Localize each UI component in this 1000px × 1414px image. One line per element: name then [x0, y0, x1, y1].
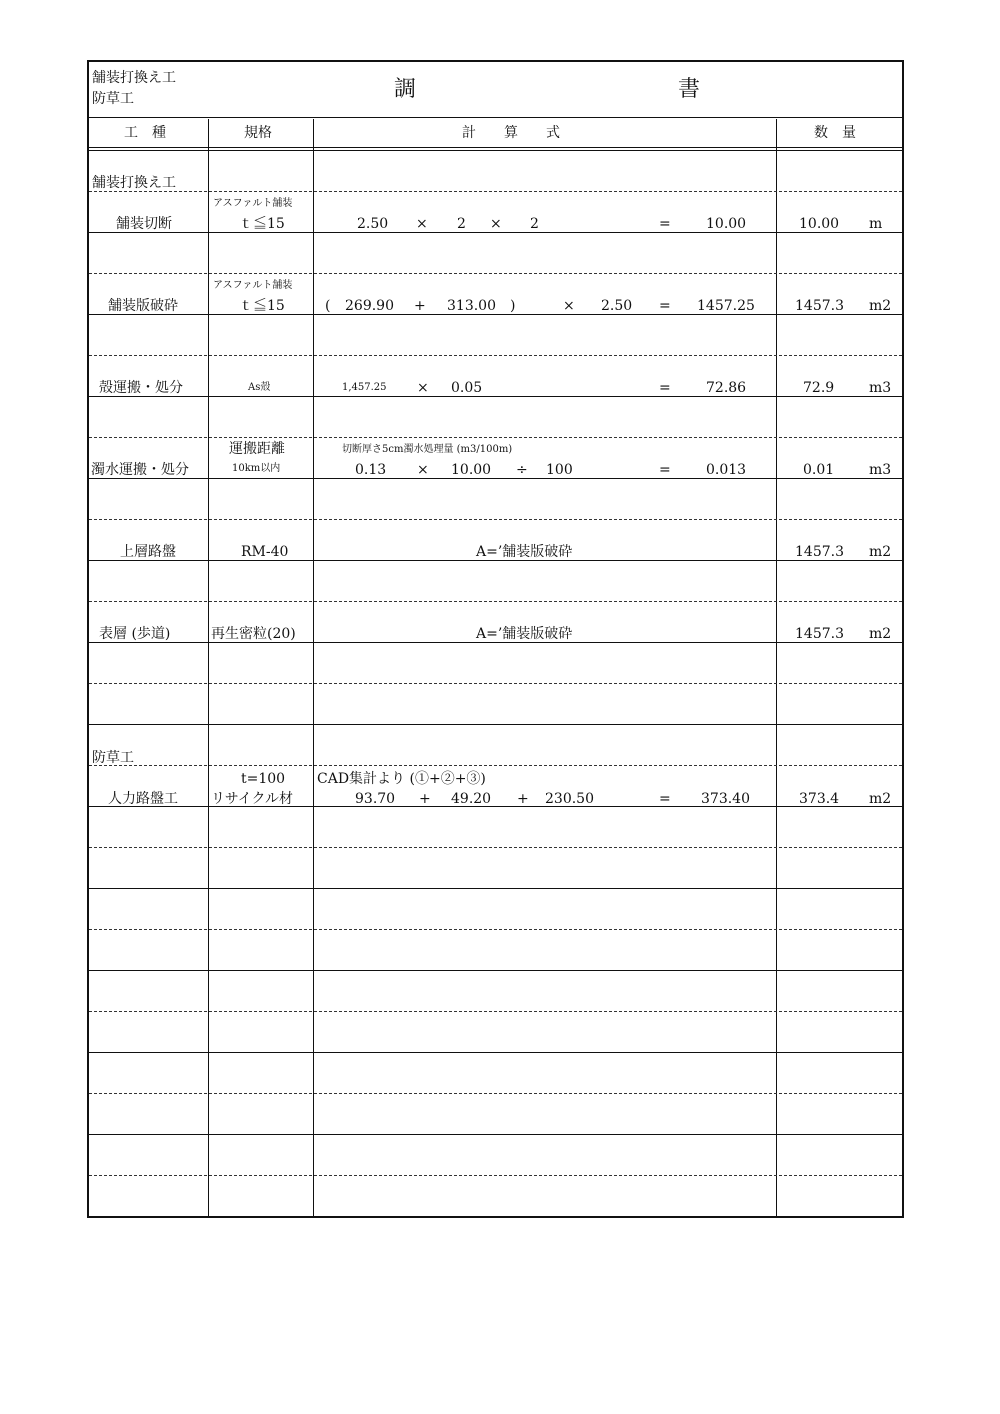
calc-note: CAD集計より (①+②+③) [317, 771, 486, 787]
work-name: 舗装版破砕 [108, 298, 178, 314]
calc-term: 49.20 [451, 791, 492, 807]
title-block-line1: 舗装打換え工 [92, 70, 176, 86]
calc-paren: ( [325, 298, 331, 314]
quantity: 1457.3 [795, 544, 844, 560]
row-line [89, 1175, 902, 1176]
calc-term: 2 [457, 216, 466, 232]
row-line [89, 478, 902, 479]
row-line [89, 1134, 902, 1135]
calc-operator: × [416, 216, 428, 232]
unit: m2 [869, 544, 892, 560]
row-line [89, 970, 902, 971]
row-line [89, 1093, 902, 1094]
calc-equals: = [659, 791, 671, 807]
calc-operator: + [414, 298, 426, 314]
calc-term: 313.00 [447, 298, 496, 314]
work-name: 濁水運搬・処分 [91, 462, 189, 478]
spec: RM-40 [241, 544, 289, 560]
calc-term: 230.50 [545, 791, 594, 807]
calc-term: 0.13 [355, 462, 387, 478]
calculation-sheet [87, 60, 904, 1218]
work-name: 表層 (歩道) [99, 626, 171, 642]
calc-result: 1457.25 [697, 298, 755, 314]
calc-operator: + [517, 791, 529, 807]
calc-term: 0.05 [451, 380, 483, 396]
calc-term: 93.70 [355, 791, 396, 807]
row-line [89, 560, 902, 561]
quantity: 10.00 [799, 216, 840, 232]
unit: m3 [869, 462, 892, 478]
unit: m2 [869, 298, 892, 314]
section-label: 舗装打換え工 [92, 175, 176, 191]
row-line [89, 847, 902, 848]
header-quantity: 数 量 [814, 125, 856, 141]
calc-operator: × [490, 216, 502, 232]
spec: 10km以内 [232, 463, 281, 474]
calc-term: 1,457.25 [342, 382, 387, 393]
calc-term: 100 [546, 462, 573, 478]
calc-result: 0.013 [706, 462, 747, 478]
work-name: 上層路盤 [120, 544, 176, 560]
row-line [89, 437, 902, 438]
calc-equals: = [659, 462, 671, 478]
unit: m [869, 216, 883, 232]
calc-result: 72.86 [706, 380, 747, 396]
row-line [89, 314, 902, 315]
calc-equals: = [659, 298, 671, 314]
calc-result: 10.00 [706, 216, 747, 232]
row-line [89, 929, 902, 930]
calc-note: 切断厚さ5cm濁水処理量 (m3/100m) [342, 444, 513, 455]
calc-equals: = [659, 380, 671, 396]
row-line [89, 355, 902, 356]
spec: リサイクル材 [211, 791, 294, 807]
spec-top: アスファルト舗装 [213, 280, 293, 291]
calc-term: 2.50 [601, 298, 633, 314]
section-label: 防草工 [92, 750, 134, 766]
quantity: 1457.3 [795, 298, 844, 314]
spec: ｔ≦15 [239, 298, 285, 314]
spec: As殻 [248, 382, 271, 393]
row-line [89, 191, 902, 192]
calc-operator: × [563, 298, 575, 314]
calc-result: 373.40 [701, 791, 750, 807]
spec: ｔ≦15 [239, 216, 285, 232]
row-line [89, 724, 902, 725]
row-line [89, 232, 902, 233]
spec: 再生密粒(20) [211, 626, 296, 642]
title-block-line2: 防草工 [92, 91, 134, 107]
header-calculation: 計 算 式 [462, 125, 560, 141]
quantity: 1457.3 [795, 626, 844, 642]
row-line [89, 1052, 902, 1053]
row-line [89, 1011, 902, 1012]
spec-top: 運搬距離 [229, 441, 285, 457]
calc-equals: = [659, 216, 671, 232]
spec-top: t=100 [241, 771, 286, 787]
header-work-type: 工 種 [124, 125, 166, 141]
row-line [89, 765, 902, 766]
row-line [89, 642, 902, 643]
work-name: 殻運搬・処分 [99, 380, 183, 396]
header-spec: 規格 [244, 125, 272, 141]
sheet-title-left: 調 [394, 77, 417, 102]
calc-operator: ÷ [516, 462, 528, 478]
calc-term: 269.90 [345, 298, 394, 314]
header-divider [89, 147, 902, 151]
calc-operator: × [417, 380, 429, 396]
unit: m2 [869, 626, 892, 642]
quantity: 72.9 [803, 380, 835, 396]
calc-operator: + [419, 791, 431, 807]
unit: m2 [869, 791, 892, 807]
unit: m3 [869, 380, 892, 396]
row-line [89, 396, 902, 397]
work-name: 舗装切断 [116, 216, 172, 232]
row-line [89, 273, 902, 274]
calc-formula: A=’舗装版破砕 [476, 544, 573, 560]
calc-term: 10.00 [451, 462, 492, 478]
spec-top: アスファルト舗装 [213, 198, 293, 209]
quantity: 373.4 [799, 791, 840, 807]
row-line [89, 601, 902, 602]
quantity: 0.01 [803, 462, 835, 478]
calc-operator: × [417, 462, 429, 478]
row-line [89, 888, 902, 889]
calc-term: 2.50 [357, 216, 389, 232]
sheet-title-right: 書 [678, 77, 701, 102]
calc-formula: A=’舗装版破砕 [476, 626, 573, 642]
row-line [89, 519, 902, 520]
calc-paren: ) [510, 298, 516, 314]
title-divider [89, 117, 902, 118]
row-line [89, 683, 902, 684]
calc-term: 2 [530, 216, 539, 232]
work-name: 人力路盤工 [108, 791, 178, 807]
